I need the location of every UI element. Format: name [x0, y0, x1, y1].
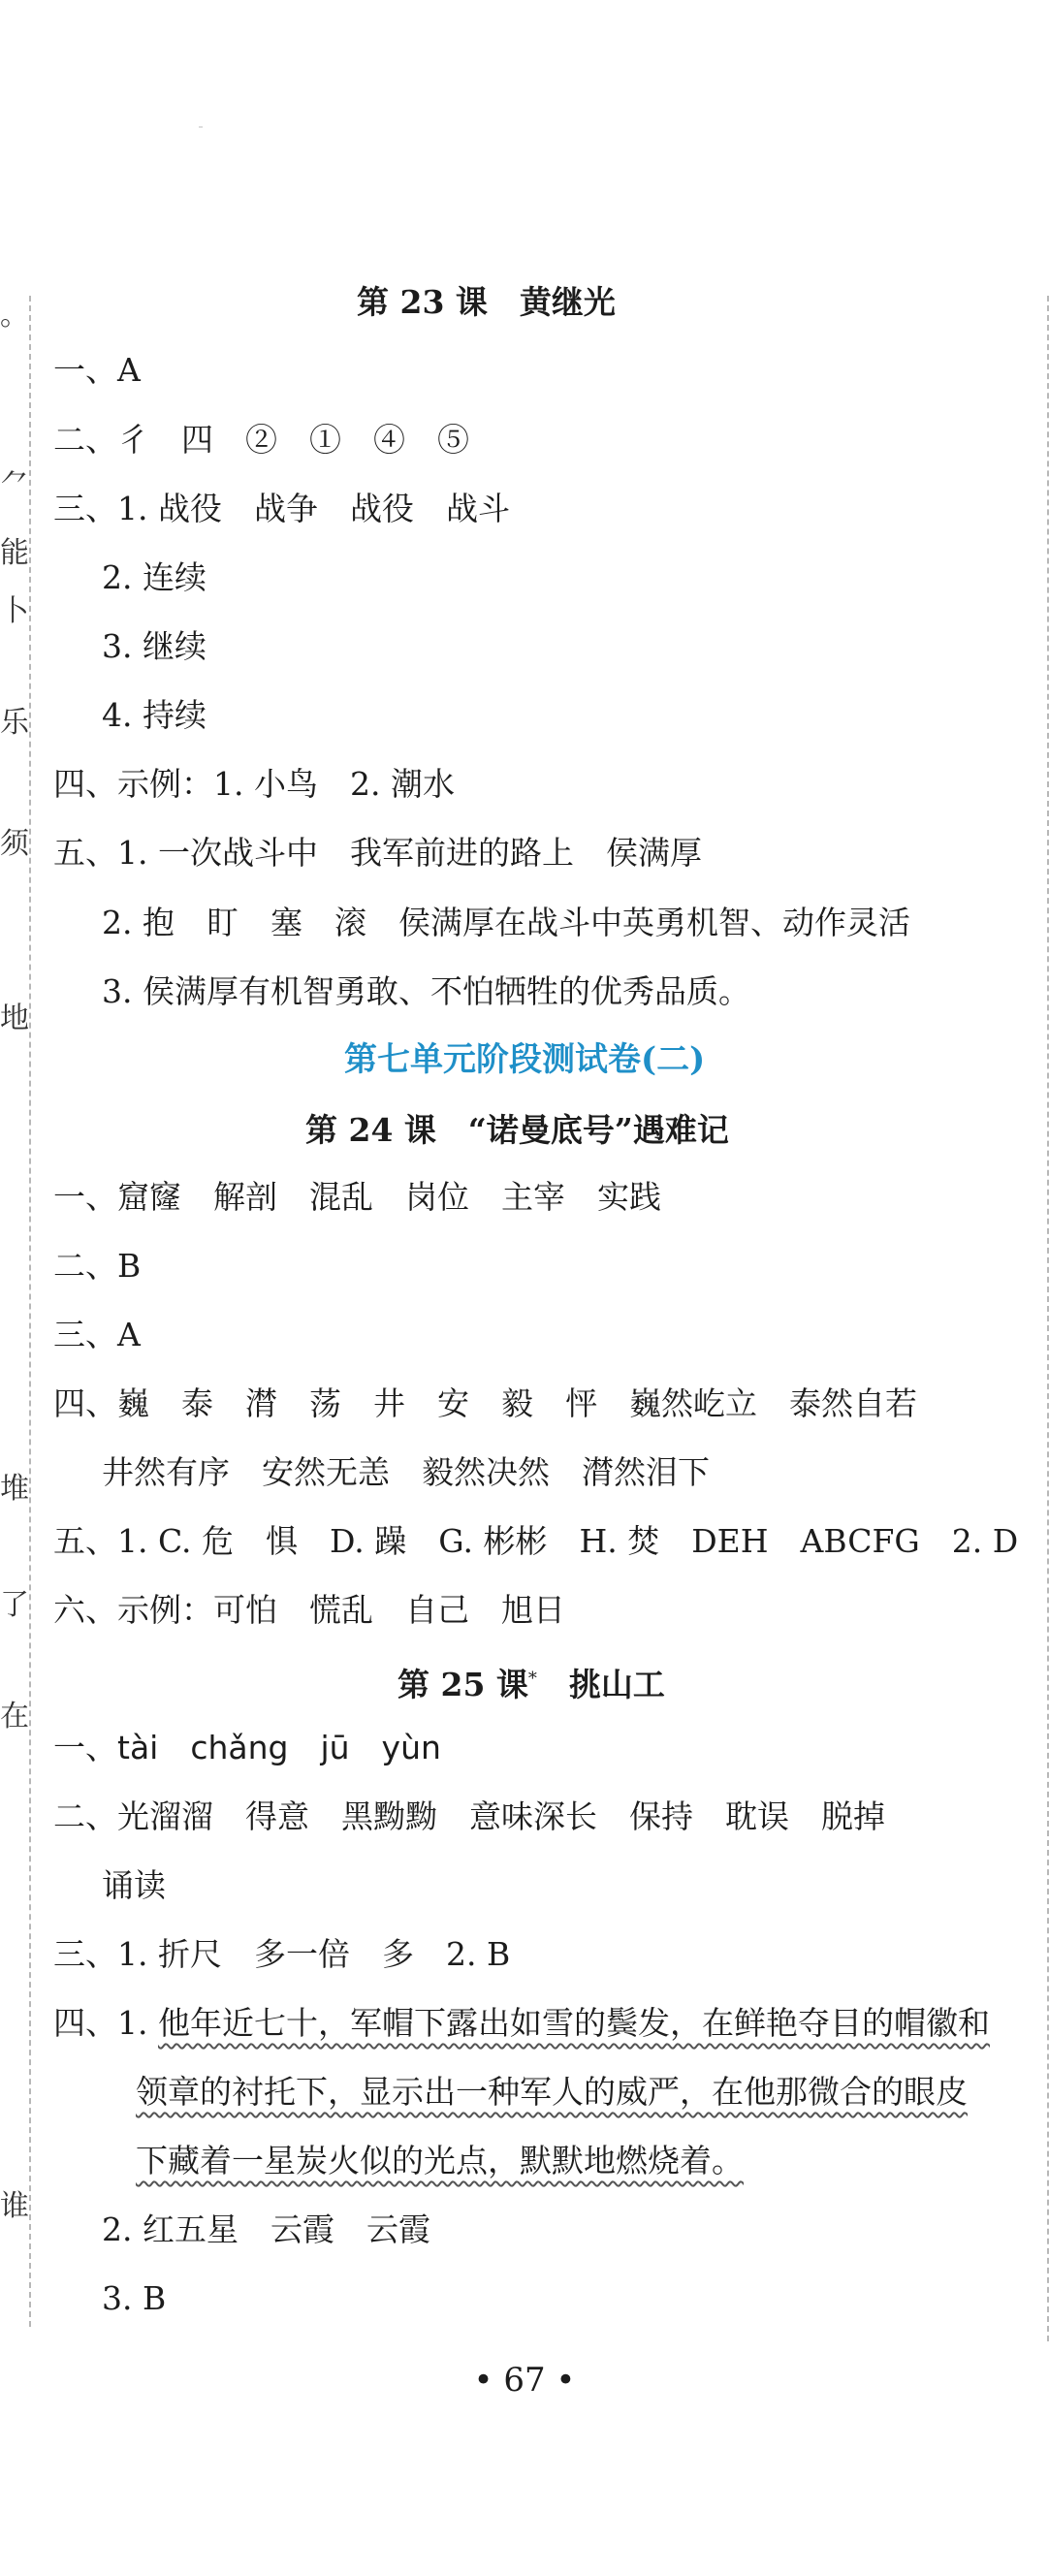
lesson-23-title: 第 23 课 黄继光 [357, 283, 616, 321]
margin-fragment: 。 [0, 299, 29, 333]
answer-line [53, 2004, 990, 2043]
lesson-24-title: 第 24 课 “诺曼底号”遇难记 [305, 1111, 729, 1149]
answer-line: 2. 抱 盯 塞 滚 侯满厚在战斗中英勇机智、动作灵活 [102, 904, 910, 941]
answer-line: 井然有序 安然无恙 毅然决然 潸然泪下 [102, 1453, 710, 1491]
left-fold-divider [29, 296, 31, 2327]
answer-line: 六、示例：可怕 慌乱 自己 旭日 [53, 1591, 565, 1629]
answer-line: 2. 红五星 云霞 云霞 [102, 2210, 430, 2248]
margin-fragment: 地 [0, 1002, 29, 1035]
answer-line: 三、A [53, 1316, 141, 1353]
unit-test-title: 第七单元阶段测试卷(二) [344, 1040, 706, 1079]
scan-speck [199, 126, 203, 128]
margin-fragment: 乐 [0, 706, 29, 740]
answer-line: 3. 继续 [102, 627, 207, 665]
answer-line: 诵读 [102, 1866, 166, 1904]
answer-line: 二、B [53, 1247, 142, 1285]
answer-line: 五、1. C. 危 惧 D. 躁 G. 彬彬 H. 焚 DEH ABCFG 2. D [53, 1522, 1019, 1560]
wavy-underlined-answer: 下藏着一星炭火似的光点，默默地燃烧着。 [136, 2142, 744, 2179]
answer-line: 3. B [102, 2279, 167, 2317]
wavy-underlined-answer: 领章的衬托下，显示出一种军人的威严，在他那微合的眼皮 [136, 2073, 968, 2111]
margin-fragment: 卜 [0, 594, 29, 628]
margin-fragment: 了 [0, 1588, 29, 1622]
answer-line: 三、1. 折尺 多一倍 多 2. B [53, 1935, 511, 1973]
margin-fragment: 须 [0, 827, 29, 861]
answer-line: 一、窟窿 解剖 混乱 岗位 主宰 实践 [53, 1178, 661, 1216]
answer-line: 五、1. 一次战斗中 我军前进的路上 侯满厚 [53, 834, 702, 872]
answer-line: 四、示例：1. 小鸟 2. 潮水 [53, 765, 455, 803]
optional-lesson-mark: * [527, 1669, 537, 1689]
margin-fragment: ⺈ [0, 468, 29, 502]
wavy-underlined-answer: 他年近七十，军帽下露出如雪的鬓发，在鲜艳夺目的帽徽和 [157, 2004, 990, 2042]
answer-line [136, 2142, 744, 2180]
margin-fragment: 在 [0, 1700, 29, 1733]
answer-line: 3. 侯满厚有机智勇敢、不怕牺牲的优秀品质。 [102, 972, 750, 1010]
answer-line [136, 2073, 968, 2112]
lesson-25-number: 第 25 课 [397, 1666, 528, 1703]
margin-fragment: 谁 [0, 2189, 29, 2223]
answer-line: 一、A [53, 351, 141, 389]
lesson-25-title [397, 1660, 665, 1704]
answer-line: 二、彳 四 ② ① ④ ⑤ [53, 421, 469, 459]
lesson-25-name: 挑山工 [568, 1666, 665, 1703]
question-prefix: 四、1. [53, 2004, 158, 2042]
margin-fragment: 堆 [0, 1472, 29, 1506]
page-number: • 67 • [473, 2361, 576, 2400]
answer-line: 4. 持续 [102, 696, 207, 734]
answer-line: 四、巍 泰 潸 荡 井 安 毅 怦 巍然屹立 泰然自若 [53, 1384, 917, 1422]
answer-line: 二、光溜溜 得意 黑黝黝 意味深长 保持 耽误 脱掉 [53, 1797, 885, 1835]
margin-fragment: 能 [0, 536, 29, 570]
answer-line: 一、tài chǎng jū yùn [53, 1729, 441, 1766]
answer-line: 2. 连续 [102, 558, 207, 596]
answer-line: 三、1. 战役 战争 战役 战斗 [53, 490, 510, 527]
